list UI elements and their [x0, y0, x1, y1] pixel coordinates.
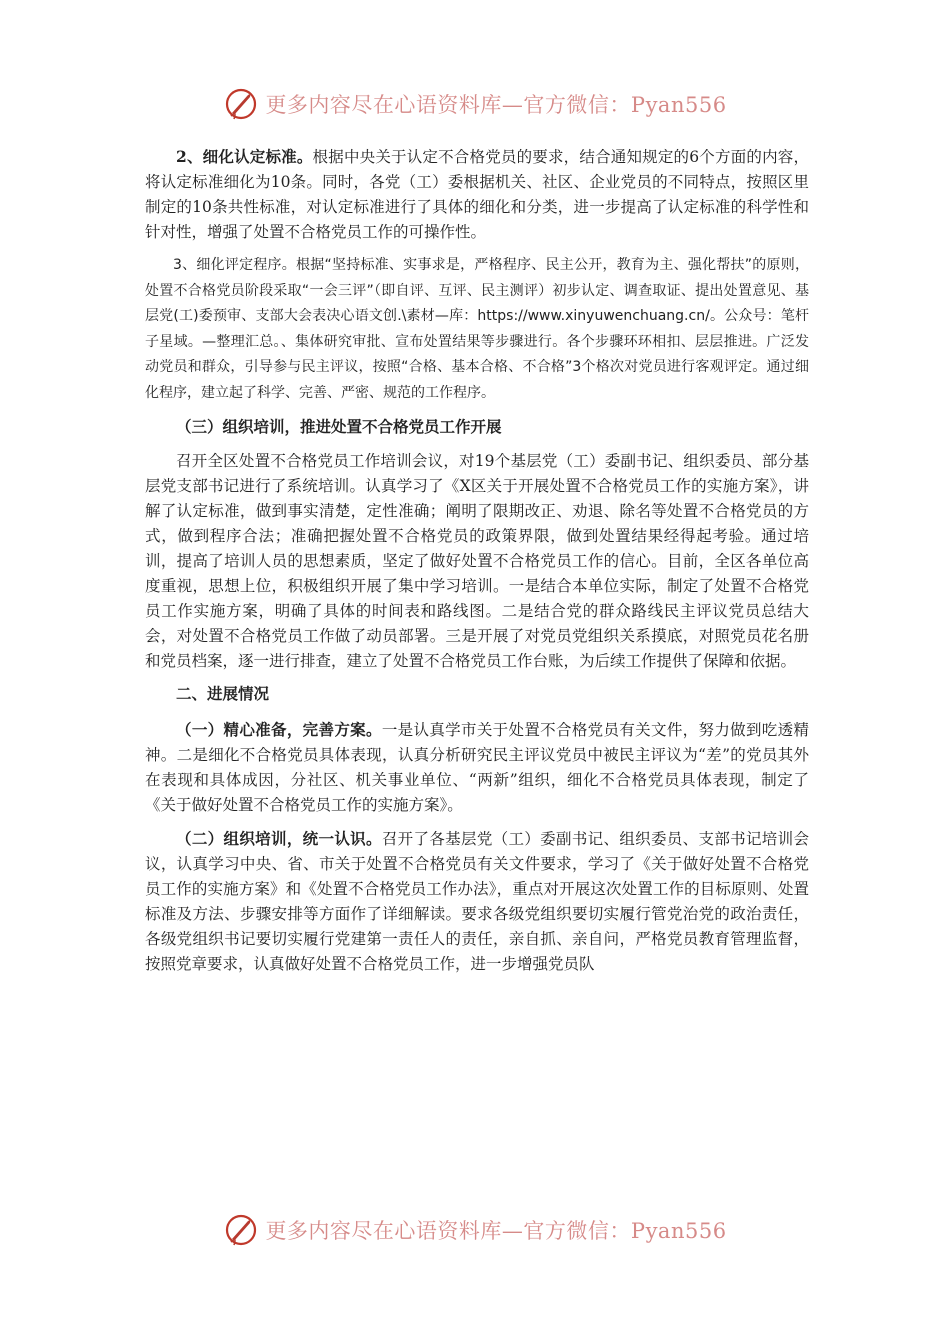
paragraph-unify — [145, 826, 809, 977]
paragraph-training: 召开全区处置不合格党员工作培训会议，对19个基层党（工）委副书记、组织委员、部分基层党支部书记进行了系统培训。认真学习了《X区关于开展处置不合格党员工作的实施方案》，讲解了认定标准，做到事实清楚，定性准确；阐明了限期改正、劝退、除名等处置不合格党员的方式，做到程序合法；准确把握处置不合格党员的政策界限，做到处置结果经得起考验。通过培训，提高了培训人员的思想素质，坚定了做好处置不合格党员工作的信心。目前，全区各单位高度重视，思想上位，积极组织开展了集中学习培训。一是结合本单位实际，制定了处置不合格党员工作实施方案，明确了具体的时间表和路线图。二是结合党的群众路线民主评议党员总结大会，对处置不合格党员工作做了动员部署。三是开展了对党员党组织关系摸底，对照党员花名册和党员档案，逐一进行排查，建立了处置不合格党员工作台账，为后续工作提供了保障和依据。 — [145, 452, 809, 670]
quill-logo-icon — [223, 1212, 259, 1248]
header-watermark — [0, 84, 950, 124]
paragraph-preparation — [145, 717, 809, 818]
document-body — [145, 144, 809, 985]
paragraph-lead: （二）组织培训，统一认识。 — [176, 829, 382, 848]
watermark-text: 更多内容尽在心语资料库—官方微信：Pyan556 — [265, 93, 727, 117]
section-heading-training: （三）组织培训，推进处置不合格党员工作开展 — [176, 417, 502, 436]
watermark-text: 更多内容尽在心语资料库—官方微信：Pyan556 — [265, 1219, 727, 1243]
section-heading-progress: 二、进展情况 — [176, 685, 270, 703]
paragraph-criteria — [145, 144, 809, 245]
paragraph-lead: （一）精心准备，完善方案。 — [176, 720, 382, 739]
paragraph-text: 召开了各基层党（工）委副书记、组织委员、支部书记培训会议，认真学习中央、省、市关于处置不合格党员有关文件要求，学习了《关于做好处置不合格党员工作的实施方案》和《处置不合格党员工作办法》，重点对开展这次处置工作的目标原则、处置标准及方法、步骤安排等方面作了详细解读。要求各级党组织要切实履行管党治党的政治责任，各级党组织书记要切实履行党建第一责任人的责任，亲自抓、亲自问，严格党员教育管理监督，按照党章要求，认真做好处置不合格党员工作，进一步增强党员队 — [145, 830, 809, 973]
paragraph-lead: 2、细化认定标准。 — [176, 147, 313, 166]
quill-logo-icon — [223, 86, 259, 122]
footer-watermark — [0, 1210, 950, 1250]
paragraph-procedure: 3、细化评定程序。根据“坚持标准、实事求是，严格程序、民主公开，教育为主、强化帮扶”的原则，处置不合格党员阶段采取“一会三评”（即自评、互评、民主测评）初步认定、调查取证、提出处置意见、基层党(工)委预审、支部大会表决心语文创.\素材—库：https://www.xinyuwenchuang.cn/。公众号：笔杆子星域。—整理汇总。、集体研究审批、宣布处置结果等步骤进行。各个步骤环环相扣、层层推进。广泛发动党员和群众，引导参与民主评议，按照“合格、基本合格、不合格”3个格次对党员进行客观评定。通过细化程序，建立起了科学、完善、严密、规范的工作程序。 — [145, 257, 809, 401]
paragraph-text: 根据中央关于认定不合格党员的要求，结合通知规定的6个方面的内容，将认定标准细化为10条。同时，各党（工）委根据机关、社区、企业党员的不同特点，按照区里制定的10条共性标准，对认定标准进行了具体的细化和分类，进一步提高了认定标准的科学性和针对性，增强了处置不合格党员工作的可操作性。 — [145, 148, 809, 241]
paragraph-text: 一是认真学市关于处置不合格党员有关文件，努力做到吃透精神。二是细化不合格党员具体表现，认真分析研究民主评议党员中被民主评议为“差”的党员其外在表现和具体成因，分社区、机关事业单位、“两新”组织，细化不合格党员具体表现，制定了《关于做好处置不合格党员工作的实施方案》。 — [145, 721, 809, 814]
